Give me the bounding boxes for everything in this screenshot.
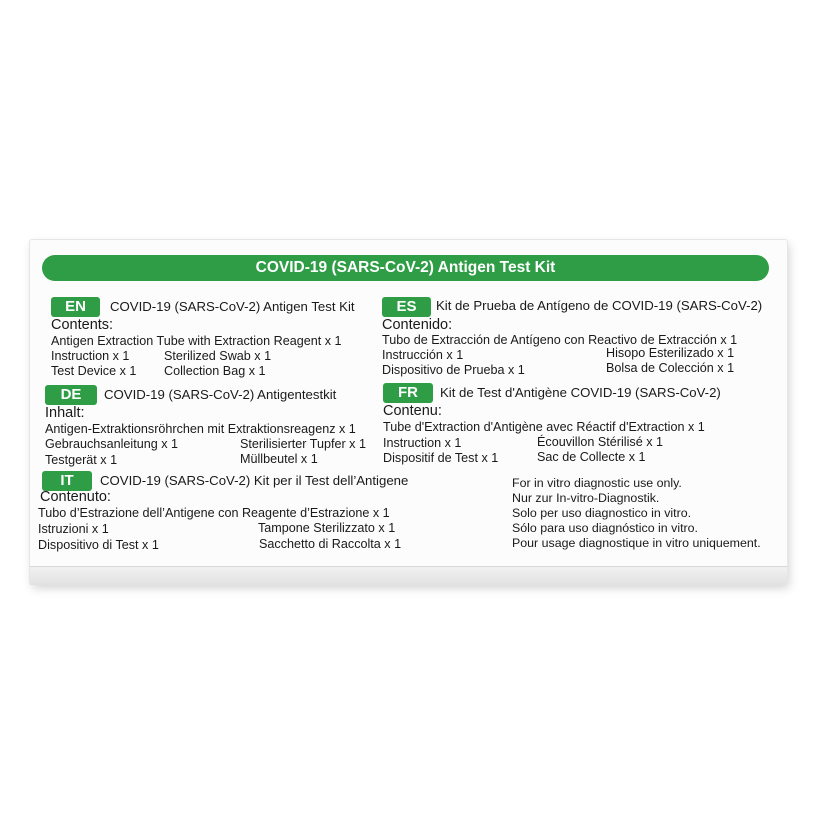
badge-it: IT [42, 471, 92, 491]
ivd-statement-fr: Pour usage diagnostique in vitro uniquement. [512, 536, 761, 550]
it-item-5: Sacchetto di Raccolta x 1 [259, 537, 402, 551]
de-item-5: Müllbeutel x 1 [240, 452, 318, 466]
fr-title: Kit de Test d'Antigène COVID-19 (SARS-CoV-2) [440, 385, 721, 400]
ivd-statement-de: Nur zur In-vitro-Diagnostik. [512, 491, 660, 505]
it-item-4: Dispositivo di Test x 1 [38, 538, 159, 552]
ivd-statement-es: Sólo para uso diagnóstico in vitro. [512, 521, 698, 535]
badge-en: EN [51, 297, 100, 317]
es-title: Kit de Prueba de Antígeno de COVID-19 (SARS-CoV-2) [436, 298, 763, 313]
it-item-2: Istruzioni x 1 [38, 522, 109, 536]
es-item-2: Instrucción x 1 [382, 348, 464, 362]
de-title: COVID-19 (SARS-CoV-2) Antigentestkit [104, 387, 337, 402]
ivd-statement-en: For in vitro diagnostic use only. [512, 476, 682, 490]
fr-item-2: Instruction x 1 [383, 436, 462, 450]
badge-es: ES [382, 297, 431, 317]
it-item-3: Tampone Sterilizzato x 1 [258, 521, 396, 535]
en-item-5: Collection Bag x 1 [164, 364, 266, 378]
en-item-3: Sterilized Swab x 1 [164, 349, 272, 363]
fr-item-4: Dispositif de Test x 1 [383, 451, 499, 465]
de-item-4: Testgerät x 1 [45, 453, 118, 467]
en-contents-label: Contents: [51, 317, 114, 333]
fr-item-1: Tube d'Extraction d'Antigène avec Réactif d'Extraction x 1 [383, 420, 705, 434]
ivd-statement-it: Solo per uso diagnostico in vitro. [512, 506, 692, 520]
de-item-2: Gebrauchsanleitung x 1 [45, 437, 179, 451]
badge-de: DE [45, 385, 97, 405]
en-item-2: Instruction x 1 [51, 349, 130, 363]
es-item-1: Tubo de Extracción de Antígeno con Reactivo de Extracción x 1 [382, 333, 738, 347]
en-title: COVID-19 (SARS-CoV-2) Antigen Test Kit [110, 299, 355, 314]
badge-fr: FR [383, 383, 433, 403]
de-contents-label: Inhalt: [45, 405, 85, 421]
fr-item-3: Écouvillon Stérilisé x 1 [537, 435, 663, 449]
es-item-5: Bolsa de Colección x 1 [606, 361, 735, 375]
es-item-3: Hisopo Esterilizado x 1 [606, 346, 735, 360]
en-item-4: Test Device x 1 [51, 364, 137, 378]
de-item-1: Antigen-Extraktionsröhrchen mit Extraktionsreagenz x 1 [45, 422, 356, 436]
en-item-1: Antigen Extraction Tube with Extraction Reagent x 1 [51, 334, 342, 348]
it-contents-label: Contenuto: [40, 489, 111, 505]
faint-bleed-through-text [430, 568, 760, 580]
title-banner: COVID-19 (SARS-CoV-2) Antigen Test Kit [42, 255, 769, 281]
de-item-3: Sterilisierter Tupfer x 1 [240, 437, 366, 451]
es-item-4: Dispositivo de Prueba x 1 [382, 363, 525, 377]
it-title: COVID-19 (SARS-CoV-2) Kit per il Test dell’Antigene [100, 473, 409, 488]
fr-contents-label: Contenu: [383, 403, 442, 419]
it-item-1: Tubo d’Estrazione dell’Antigene con Reagente d’Estrazione x 1 [38, 506, 390, 520]
fr-item-5: Sac de Collecte x 1 [537, 450, 646, 464]
es-contents-label: Contenido: [382, 317, 453, 333]
